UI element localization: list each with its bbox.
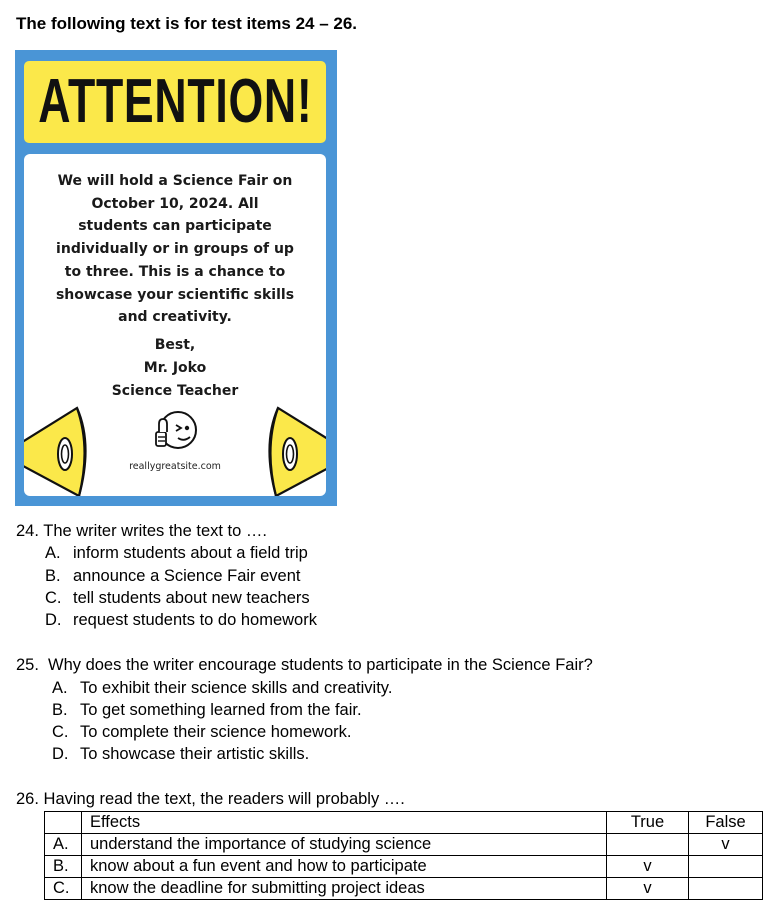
effects-table <box>44 811 763 900</box>
poster-closing: Best, <box>154 337 196 353</box>
table-header-cell: True <box>607 812 689 834</box>
poster-line: individually or in groups of up <box>56 241 294 258</box>
poster-website: reallygreatsite.com <box>129 461 221 472</box>
table-row <box>45 834 763 856</box>
question-number: 25. <box>16 656 39 674</box>
option-text: announce a Science Fair event <box>73 567 301 585</box>
poster-line: students can participate <box>78 218 272 235</box>
option-text: tell students about new teachers <box>73 589 310 607</box>
poster-line: We will hold a Science Fair on <box>57 173 293 189</box>
option-24-d[interactable] <box>45 611 317 630</box>
option-letter: B. <box>45 567 61 585</box>
option-25-b[interactable] <box>52 701 362 720</box>
row-false-mark[interactable] <box>689 878 763 900</box>
question-number: 24. <box>16 522 39 540</box>
row-true-mark[interactable]: v <box>607 878 689 900</box>
option-letter: B. <box>52 701 68 719</box>
smiley-thumbs-up-icon <box>152 408 200 452</box>
row-effect: know about a fun event and how to participate <box>82 856 607 878</box>
option-letter: C. <box>45 589 62 607</box>
row-false-mark[interactable]: v <box>689 834 763 856</box>
option-text: To showcase their artistic skills. <box>80 745 310 763</box>
question-26 <box>16 790 405 809</box>
row-true-mark[interactable]: v <box>607 856 689 878</box>
poster-line: to three. This is a chance to <box>64 263 286 280</box>
megaphone-right-icon <box>260 404 326 496</box>
table-header-cell <box>45 812 82 834</box>
option-text: request students to do homework <box>73 611 317 629</box>
poster-signer-title: Science Teacher <box>111 383 239 399</box>
row-letter: B. <box>45 856 82 878</box>
question-text: The writer writes the text to …. <box>43 522 267 540</box>
option-text: To get something learned from the fair. <box>80 701 362 719</box>
row-false-mark[interactable] <box>689 856 763 878</box>
option-letter: A. <box>52 679 68 697</box>
poster-banner <box>24 61 326 143</box>
option-24-a[interactable] <box>45 544 308 563</box>
option-25-c[interactable] <box>52 723 351 742</box>
question-24 <box>16 522 267 541</box>
poster-line: showcase your scientific skills <box>55 286 295 303</box>
section-header: The following text is for test items 24 – 26. <box>16 14 358 33</box>
attention-poster <box>15 50 337 506</box>
poster-line: October 10, 2024. All <box>91 195 259 212</box>
option-letter: C. <box>52 723 69 741</box>
option-25-a[interactable] <box>52 679 392 698</box>
table-header-cell: Effects <box>82 812 607 834</box>
row-effect: know the deadline for submitting project ideas <box>82 878 607 900</box>
question-text: Having read the text, the readers will probably …. <box>43 790 405 808</box>
poster-card <box>24 154 326 496</box>
row-true-mark[interactable] <box>607 834 689 856</box>
question-text: Why does the writer encourage students to participate in the Science Fair? <box>48 656 593 674</box>
poster-message <box>24 170 326 329</box>
row-letter: C. <box>45 878 82 900</box>
option-letter: D. <box>45 611 62 629</box>
table-header-cell: False <box>689 812 763 834</box>
question-number: 26. <box>16 790 39 808</box>
option-24-c[interactable] <box>45 589 310 608</box>
poster-signer-name: Mr. Joko <box>143 360 207 376</box>
row-letter: A. <box>45 834 82 856</box>
option-25-d[interactable] <box>52 745 309 764</box>
poster-line: and creativity. <box>118 309 232 326</box>
table-row <box>45 856 763 878</box>
table-row <box>45 878 763 900</box>
table-header-row <box>45 812 763 834</box>
question-25 <box>16 656 593 675</box>
option-letter: D. <box>52 745 69 763</box>
option-letter: A. <box>45 544 61 562</box>
option-text: inform students about a field trip <box>73 544 308 562</box>
option-text: To complete their science homework. <box>80 723 352 741</box>
poster-banner-text: ATTENTION! <box>37 67 313 136</box>
row-effect: understand the importance of studying science <box>82 834 607 856</box>
megaphone-left-icon <box>24 404 95 496</box>
option-text: To exhibit their science skills and creativity. <box>80 679 393 697</box>
option-24-b[interactable] <box>45 567 300 586</box>
